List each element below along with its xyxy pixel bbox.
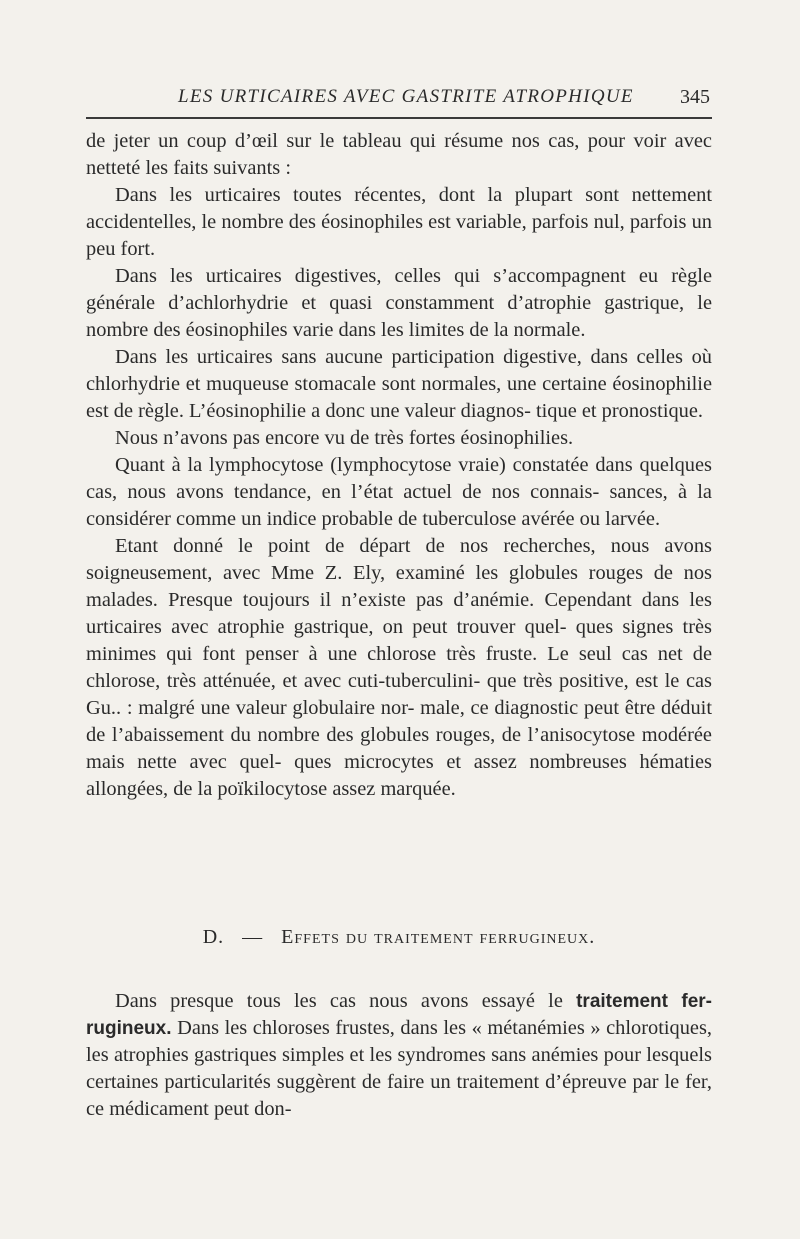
paragraph <box>86 988 712 1123</box>
section-letter: D. <box>202 926 225 948</box>
header-rule <box>86 117 712 119</box>
paragraph: Etant donné le point de départ de nos recherches, nous avons soigneusement, avec Mme Z. Ely, examiné les globules rouges de nos malades. Presque toujours il n’existe pas d’anémie. Cependant dans les urticaires avec atrophie gastrique, on peut trouver quel- ques signes très minimes qui font penser à une chlorose très fruste. Le seul cas net de chlorose, très atténuée, et avec cuti-tuberculini- que très positive, est le cas Gu.. : malgré une valeur globulaire nor- male, ce diagnostic peut être déduit de l’abaissement du nombre des globules rouges, de l’anisocytose modérée mais nette avec quel- ques microcytes et assez nombreuses hématies allongées, de la poïkilocytose assez marquée. <box>86 535 712 800</box>
paragraph: Nous n’avons pas encore vu de très fortes éosinophilies. <box>115 427 574 449</box>
main-text <box>86 128 712 803</box>
paragraph: Dans les urticaires toutes récentes, dont la plupart sont nettement accidentelles, le nombre des éosinophiles est variable, parfois nul, parfois un peu fort. <box>86 184 712 260</box>
section-title: Effets du traitement ferrugineux. <box>281 926 596 948</box>
section-heading <box>86 923 712 951</box>
paragraph-rest: Dans les chloroses frustes, dans les « métanémies » chlorotiques, les atrophies gastriques simples et les syndromes sans anémies pour lesquels certaines particularités suggèrent de faire un traitement d’épreuve par le fer, ce médicament peut don- <box>86 1017 712 1120</box>
section-dash: — <box>242 926 264 948</box>
running-title: LES URTICAIRES AVEC GASTRITE ATROPHIQUE <box>178 86 634 107</box>
running-header <box>86 86 712 114</box>
bold-term: traitement fer- rugineux. <box>86 991 712 1039</box>
paragraph: Quant à la lymphocytose (lymphocytose vraie) constatée dans quelques cas, nous avons tendance, en l’état actuel de nos connais- sances, à la considérer comme un indice probable de tuberculose avérée ou larvée. <box>86 454 712 530</box>
paragraph: de jeter un coup d’œil sur le tableau qui résume nos cas, pour voir avec netteté les faits suivants : <box>86 130 712 179</box>
paragraph: Dans les urticaires digestives, celles qui s’accompagnent eu règle générale d’achlorhydrie et quasi constamment d’atrophie gastrique, le nombre des éosinophiles varie dans les limites de la normale. <box>86 265 712 341</box>
page-number: 345 <box>680 86 710 108</box>
paragraph-start: Dans presque tous les cas nous avons essayé le <box>115 990 577 1012</box>
section-text <box>86 988 712 1123</box>
paragraph: Dans les urticaires sans aucune participation digestive, dans celles où chlorhydrie et muqueuse stomacale sont normales, une certaine éosinophilie est de règle. L’éosinophilie a donc une valeur diagnos- tique et pronostique. <box>86 346 712 422</box>
